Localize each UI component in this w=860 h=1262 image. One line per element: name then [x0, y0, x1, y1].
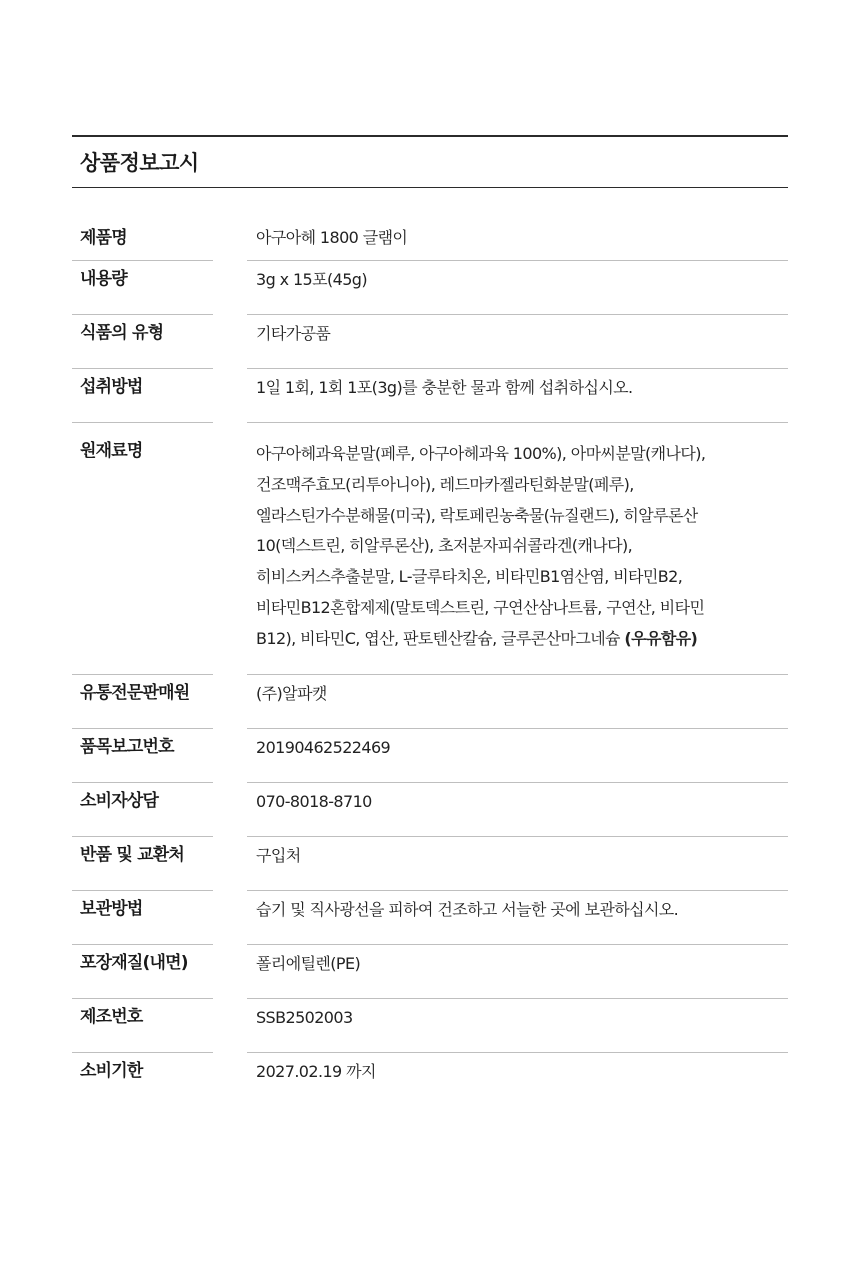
info-label: 내용량: [72, 261, 213, 315]
info-value: 20190462522469: [247, 729, 788, 783]
notice-header: [72, 135, 788, 188]
info-row-packaging: [72, 945, 788, 999]
info-label: 보관방법: [72, 891, 213, 945]
info-row-distributor: [72, 675, 788, 729]
product-info-notice: [72, 135, 788, 1107]
info-value: 3g x 15포(45g): [247, 261, 788, 315]
ingredients-line: 아구아헤과육분말(페루, 아구아헤과육 100%), 아마씨분말(캐나다),: [256, 444, 706, 463]
info-label: 제품명: [72, 222, 213, 261]
info-label: 원재료명: [72, 423, 213, 675]
info-row-ingredients: [72, 423, 788, 675]
ingredients-line-last: [256, 624, 788, 655]
ingredients-line-text: B12), 비타민C, 엽산, 판토텐산칼슘, 글루콘산마그네슘: [256, 628, 625, 648]
notice-title: 상품정보고시: [80, 151, 199, 175]
info-row-volume: [72, 261, 788, 315]
info-row-lot-number: [72, 999, 788, 1053]
ingredients-line: 10(덱스트린, 히알루론산), 초저분자피쉬콜라겐(캐나다),: [256, 536, 633, 556]
info-value: 기타가공품: [247, 315, 788, 369]
info-value: 폴리에틸렌(PE): [247, 945, 788, 999]
info-label: 식품의 유형: [72, 315, 213, 369]
info-row-product-name: [72, 222, 788, 261]
ingredients-value: [247, 423, 788, 675]
info-value: (주)알파캣: [247, 675, 788, 729]
ingredients-line: 엘라스틴가수분해물(미국), 락토페린농축물(뉴질랜드), 히알루론산: [256, 505, 698, 525]
info-row-expiry: [72, 1053, 788, 1107]
info-label: 소비자상담: [72, 783, 213, 837]
info-table: [72, 222, 788, 1107]
info-value: 2027.02.19 까지: [256, 1062, 376, 1081]
info-label: 섭취방법: [72, 369, 213, 423]
info-row-customer-service: [72, 783, 788, 837]
info-row-storage: [72, 891, 788, 945]
info-value: 구입처: [247, 837, 788, 891]
info-label: 제조번호: [72, 999, 213, 1053]
info-label: 유통전문판매원: [72, 675, 213, 729]
info-row-return-exchange: [72, 837, 788, 891]
ingredients-line: 건조맥주효모(리투아니아), 레드마카젤라틴화분말(페루),: [256, 474, 634, 494]
info-value: 아구아헤 1800 글램이: [247, 222, 788, 261]
info-value: 습기 및 직사광선을 피하여 건조하고 서늘한 곳에 보관하십시오.: [247, 891, 788, 945]
info-row-intake-method: [72, 369, 788, 423]
info-value: SSB2502003: [247, 999, 788, 1053]
info-row-food-type: [72, 315, 788, 369]
allergen-notice: (우유함유): [624, 628, 698, 648]
info-label: 소비기한: [80, 1061, 143, 1081]
info-label: 반품 및 교환처: [72, 837, 213, 891]
info-label: 포장재질(내면): [72, 945, 213, 999]
info-value: 1일 1회, 1회 1포(3g)를 충분한 물과 함께 섭취하십시오.: [247, 369, 788, 423]
ingredients-line: 히비스커스추출분말, L-글루타치온, 비타민B1염산염, 비타민B2,: [256, 567, 683, 587]
info-row-report-number: [72, 729, 788, 783]
info-label: 품목보고번호: [72, 729, 213, 783]
ingredients-line: 비타민B12혼합제제(말토덱스트린, 구연산삼나트륨, 구연산, 비타민: [256, 597, 705, 617]
info-value: 070-8018-8710: [247, 783, 788, 837]
